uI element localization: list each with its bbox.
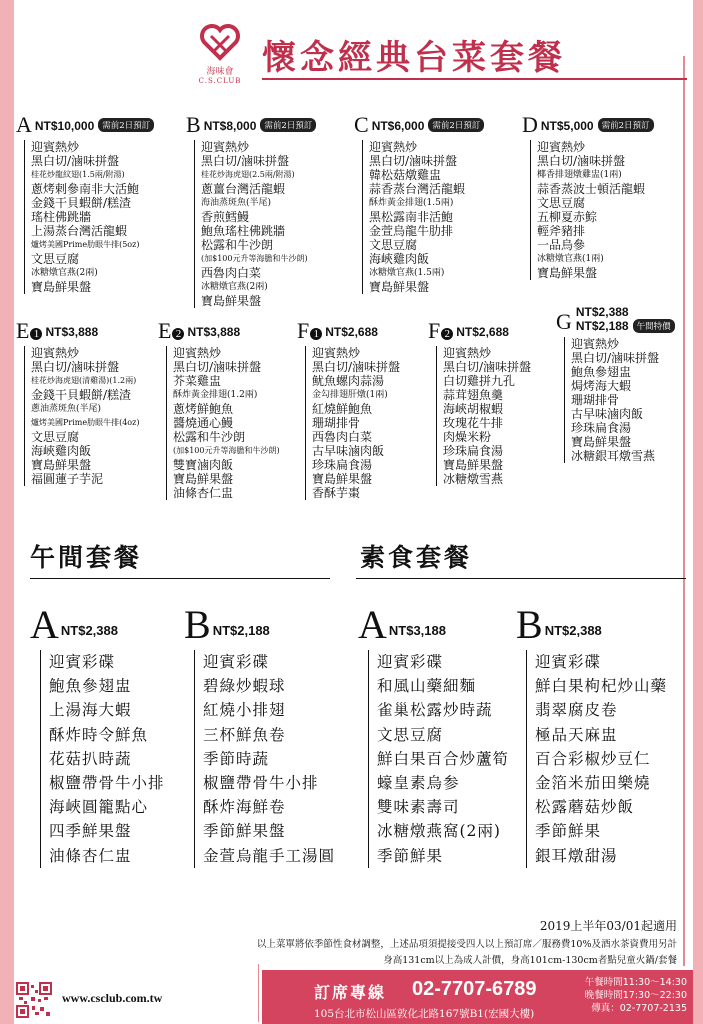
dish-item: 黑白切/滷味拼盤 bbox=[537, 154, 626, 168]
set-letter: F bbox=[297, 318, 310, 343]
set-letter: A bbox=[16, 112, 32, 137]
dish-item: 黑白切/滷味拼盤 bbox=[31, 154, 120, 168]
set-side-bar bbox=[24, 346, 25, 486]
dish-item: 金萱烏龍手工湯圓 bbox=[203, 846, 336, 865]
logo-english-name: C.S.CLUB bbox=[198, 77, 242, 85]
set-variant-number: 2 bbox=[441, 328, 453, 340]
set-letter: G bbox=[556, 309, 572, 334]
dish-item: 酥炸海鮮卷 bbox=[203, 798, 286, 817]
dish-item: 黑松露南非活鮑 bbox=[369, 210, 454, 224]
menu-header bbox=[358, 602, 509, 647]
dish-item: 金勾排翅肝燉(1兩) bbox=[312, 390, 388, 400]
header-divider bbox=[262, 78, 687, 80]
footer-band bbox=[262, 970, 693, 1024]
set-variant-number: 1 bbox=[30, 328, 42, 340]
dish-item: 冰糖燉官燕(2兩) bbox=[201, 282, 268, 292]
dish-item: 和風山藥細麵 bbox=[377, 677, 477, 696]
dish-item: 季節時蔬 bbox=[203, 749, 270, 768]
set-letter: C bbox=[354, 112, 369, 137]
dish-item: 鮮白果枸杞炒山藥 bbox=[535, 677, 668, 696]
right-frame-line bbox=[683, 56, 685, 966]
menu-letter: A bbox=[30, 602, 59, 647]
dish-item: 一品烏參 bbox=[537, 238, 586, 252]
dish-item: 松露和牛沙朗 bbox=[173, 430, 246, 444]
dish-item: 蒜香蒸波士頓活龍蝦 bbox=[537, 182, 646, 196]
menu-header bbox=[516, 602, 667, 647]
dish-item: 冰糖燉官燕(1兩) bbox=[537, 254, 604, 264]
lunch-hours: 午餐時間11:30～14:30 bbox=[584, 977, 687, 988]
dish-item: 百合彩椒炒豆仁 bbox=[535, 749, 651, 768]
dish-item: 翡翠腐皮卷 bbox=[535, 701, 618, 720]
heart-knot-logo-icon bbox=[199, 22, 241, 62]
set-price-group bbox=[576, 306, 675, 333]
veg-section-divider bbox=[356, 578, 686, 579]
set-letter: D bbox=[522, 112, 538, 137]
dish-item: 冰糖燉官燕(1.5兩) bbox=[369, 268, 445, 278]
dish-item: 桂花炒海虎翅(清雞湯)(1.2兩) bbox=[31, 376, 137, 385]
set-dish-list bbox=[31, 346, 139, 486]
dish-item: 松露和牛沙朗 bbox=[201, 238, 274, 252]
dish-item: 黑白切/滷味拼盤 bbox=[201, 154, 290, 168]
set-menu-header bbox=[158, 320, 280, 342]
menu-letter: B bbox=[184, 602, 211, 647]
dish-item: 古早味滷肉飯 bbox=[571, 407, 644, 421]
preorder-badge: 需前2日預訂 bbox=[428, 118, 484, 132]
dish-item: 花菇扒時蔬 bbox=[49, 749, 132, 768]
set-dish-list bbox=[312, 346, 400, 500]
menu-side-bar bbox=[368, 650, 369, 868]
logo-chinese-name: 海味會 bbox=[206, 67, 234, 77]
dish-item: 珊瑚排骨 bbox=[571, 393, 620, 407]
dish-item: 韓松菇燉雞盅 bbox=[369, 168, 442, 182]
dish-item: 椰香排翅燉雞盅(1兩) bbox=[537, 170, 622, 180]
dish-item: 金箔米茄田樂燒 bbox=[535, 774, 651, 793]
set-price: NT$2,388 bbox=[575, 305, 629, 319]
dish-item: 文思豆腐 bbox=[377, 725, 444, 744]
set-letter: F bbox=[428, 318, 441, 343]
set-menu-header bbox=[354, 114, 484, 136]
set-dish-list bbox=[443, 346, 531, 486]
dish-item: 珍珠扁食湯 bbox=[443, 444, 504, 458]
dish-item: 珍珠扁食湯 bbox=[312, 458, 373, 472]
dish-item: 上湯蒸台灣活龍蝦 bbox=[31, 224, 128, 238]
dish-item: 鮑魚參翅盅 bbox=[571, 365, 632, 379]
fax-number: 傳真：02-7707-2135 bbox=[591, 1003, 687, 1014]
dish-item: 雙寶滷肉飯 bbox=[173, 458, 234, 472]
dish-item: 黑白切/滷味拼盤 bbox=[312, 360, 401, 374]
menu-dish-list bbox=[377, 650, 509, 868]
set-menu-header bbox=[556, 306, 675, 333]
set-menu-header bbox=[297, 320, 400, 342]
club-logo bbox=[190, 22, 250, 92]
set-menu-f2 bbox=[428, 320, 531, 486]
dish-item: 蒜香蒸台灣活龍蝦 bbox=[369, 182, 466, 196]
lunch-section-title: 午間套餐 bbox=[30, 543, 143, 572]
dish-item: 迎賓彩碟 bbox=[535, 653, 602, 671]
set-menu-header bbox=[16, 114, 154, 136]
set-price: NT$2,688 bbox=[325, 325, 378, 339]
set-letter: B bbox=[186, 112, 201, 137]
dish-item: 冰糖燉官燕(2兩) bbox=[31, 268, 98, 278]
dish-item: 鮑魚瑤柱佛跳牆 bbox=[201, 224, 286, 238]
dinner-hours: 晚餐時間17:30～22:30 bbox=[584, 990, 687, 1001]
menu-price: NT$2,188 bbox=[212, 623, 270, 638]
dish-item: 寶島鮮果盤 bbox=[312, 472, 373, 486]
dish-item: 芥菜雞盅 bbox=[173, 374, 222, 388]
dish-item: 海峽雞肉飯 bbox=[369, 252, 430, 266]
menu-letter: B bbox=[516, 602, 543, 647]
dish-item: 桂花炒海虎翅(2.5兩/附湯) bbox=[201, 170, 295, 179]
set-dish-list bbox=[537, 140, 645, 280]
menu-header bbox=[184, 602, 335, 647]
dish-item: 椒鹽帶骨牛小排 bbox=[203, 774, 319, 793]
dish-item: (加$100元升等海膽和牛沙朗) bbox=[201, 254, 308, 263]
dish-item: 瑤柱佛跳牆 bbox=[31, 210, 92, 224]
dish-item: 椒鹽帶骨牛小排 bbox=[49, 774, 165, 793]
dish-item: 迎賓熱炒 bbox=[369, 140, 418, 154]
dish-item: 爐烤美國Prime肋眼牛排(5oz) bbox=[31, 240, 140, 249]
dish-item: 迎賓熱炒 bbox=[571, 337, 620, 351]
dish-item: 金萱烏龍牛肋排 bbox=[369, 224, 454, 238]
dish-item: 酥炸時令鮮魚 bbox=[49, 725, 149, 744]
set-dish-list bbox=[571, 337, 659, 463]
dish-item: 蔥烤鮮鮑魚 bbox=[173, 402, 234, 416]
dish-item: 金錢干貝蝦餅/糕渣 bbox=[31, 196, 132, 210]
dish-item: 蔥烤剌參南非大活鮑 bbox=[31, 182, 140, 196]
footer-divider bbox=[258, 964, 259, 1022]
dish-item: 文思豆腐 bbox=[369, 238, 418, 252]
dish-item: 銀耳燉甜湯 bbox=[535, 846, 618, 865]
set-price: NT$5,000 bbox=[540, 119, 594, 133]
set-letter: E bbox=[16, 318, 30, 343]
menu-dish-list bbox=[49, 650, 165, 868]
dish-item: 寶島鮮果盤 bbox=[31, 280, 92, 294]
qr-code-icon[interactable] bbox=[16, 982, 52, 1018]
dish-item: 寶島鮮果盤 bbox=[201, 294, 262, 308]
set-menu-e2 bbox=[158, 320, 280, 500]
lunch-menu-b bbox=[184, 602, 336, 868]
dish-item: 白切雞拼九孔 bbox=[443, 374, 516, 388]
dish-item: 上湯海大蝦 bbox=[49, 701, 132, 720]
dish-item: 珍珠扁食湯 bbox=[571, 421, 632, 435]
dish-item: 西魯肉白菜 bbox=[201, 266, 262, 280]
veg-menu-b bbox=[516, 602, 668, 868]
dish-item: 鮑魚參翅盅 bbox=[49, 677, 132, 696]
dish-item: 碧綠炒蝦球 bbox=[203, 677, 286, 696]
menu-note-2: 身高131cm以上為成人計價，身高101cm-130cm者點兒童火鍋/套餐 bbox=[383, 955, 677, 966]
dish-item: 迎賓彩碟 bbox=[377, 653, 444, 671]
set-dish-list bbox=[369, 140, 465, 294]
menu-dish-list bbox=[535, 650, 667, 868]
set-side-bar bbox=[166, 346, 167, 500]
dish-item: 文思豆腐 bbox=[537, 196, 586, 210]
dish-item: 福圓蓮子芋泥 bbox=[31, 472, 104, 486]
menu-price: NT$2,388 bbox=[544, 623, 602, 638]
set-menu-header bbox=[522, 114, 654, 136]
dish-item: 桂花炒龍紋翅(1.5兩/附湯) bbox=[31, 170, 125, 179]
menu-price: NT$2,388 bbox=[60, 623, 118, 638]
dish-item: 迎賓熱炒 bbox=[31, 140, 80, 154]
page-title: 懷念經典台菜套餐 bbox=[262, 38, 566, 78]
preorder-badge: 需前2日預訂 bbox=[260, 118, 316, 132]
set-variant-number: 2 bbox=[172, 328, 184, 340]
dish-item: 古早味滷肉飯 bbox=[312, 444, 385, 458]
menu-letter: A bbox=[358, 602, 387, 647]
dish-item: 紅燒小排翅 bbox=[203, 701, 286, 720]
dish-item: 鮮白果百合炒蘆筍 bbox=[377, 749, 510, 768]
dish-item: 迎賓熱炒 bbox=[537, 140, 586, 154]
set-price: NT$3,888 bbox=[45, 325, 99, 339]
dish-item: 蒜茸翅魚羹 bbox=[443, 388, 504, 402]
dish-item: 玫瑰花牛排 bbox=[443, 416, 504, 430]
dish-item: 季節鮮果盤 bbox=[203, 822, 286, 841]
veg-section-title: 素食套餐 bbox=[360, 543, 473, 572]
dish-item: 海峽圓籠點心 bbox=[49, 798, 149, 817]
dish-item: 四季鮮果盤 bbox=[49, 822, 132, 841]
set-menu-f1 bbox=[297, 320, 400, 500]
set-menu-header bbox=[16, 320, 139, 342]
set-dish-list bbox=[173, 346, 280, 500]
booking-phone[interactable]: 02-7707-6789 bbox=[412, 978, 537, 1000]
dish-item: 寶島鮮果盤 bbox=[571, 435, 632, 449]
dish-item: (加$100元升等海膽和牛沙朗) bbox=[173, 446, 280, 455]
dish-item: 寶島鮮果盤 bbox=[31, 458, 92, 472]
website-link[interactable]: www.csclub.com.tw bbox=[62, 991, 163, 1005]
dish-item: 酥炸黃金排翅(1.5兩) bbox=[369, 198, 454, 208]
dish-item: 迎賓熱炒 bbox=[201, 140, 250, 154]
dish-item: 香酥芋棗 bbox=[312, 486, 361, 500]
dish-item: 迎賓熱炒 bbox=[173, 346, 222, 360]
dish-item: 海峽雞肉飯 bbox=[31, 444, 92, 458]
dish-item: 寶島鮮果盤 bbox=[173, 472, 234, 486]
preorder-badge: 需前2日預訂 bbox=[598, 118, 654, 132]
dish-item: 黑白切/滷味拼盤 bbox=[571, 351, 660, 365]
lunch-special-badge: 午間特價 bbox=[633, 319, 675, 333]
menu-price: NT$3,188 bbox=[388, 623, 446, 638]
set-variant-number: 1 bbox=[310, 328, 322, 340]
dish-item: 酥炸黃金排翅(1.2兩) bbox=[173, 390, 258, 400]
dish-item: 黑白切/滷味拼盤 bbox=[173, 360, 262, 374]
dish-item: 黑白切/滷味拼盤 bbox=[369, 154, 458, 168]
address: 105台北市松山區敦化北路167號B1(宏國大樓) bbox=[314, 1008, 535, 1020]
set-menu-g bbox=[556, 306, 675, 463]
set-price: NT$10,000 bbox=[34, 119, 95, 133]
opening-hours bbox=[585, 976, 687, 1015]
set-side-bar bbox=[530, 140, 531, 280]
dish-item: 爐烤美國Prime肋眼牛排(4oz) bbox=[31, 418, 140, 427]
set-side-bar bbox=[564, 337, 565, 463]
set-side-bar bbox=[362, 140, 363, 294]
dish-item: 五柳夏赤鯮 bbox=[537, 210, 598, 224]
dish-item: 珊瑚排骨 bbox=[312, 416, 361, 430]
dish-item: 黑白切/滷味拼盤 bbox=[31, 360, 120, 374]
dish-item: 冰糖燉雪燕 bbox=[443, 472, 504, 486]
dish-item: 寶島鮮果盤 bbox=[537, 266, 598, 280]
set-side-bar bbox=[436, 346, 437, 486]
lunch-section-divider bbox=[30, 578, 330, 579]
set-menu-d bbox=[522, 114, 654, 280]
dish-item: 焗烤海大蝦 bbox=[571, 379, 632, 393]
dish-item: 海油蒸斑魚(半尾) bbox=[201, 198, 272, 208]
menu-side-bar bbox=[194, 650, 195, 868]
menu-side-bar bbox=[526, 650, 527, 868]
dish-item: 香煎鱈鰻 bbox=[201, 210, 250, 224]
dish-item: 文思豆腐 bbox=[31, 430, 80, 444]
veg-menu-a bbox=[358, 602, 510, 868]
dish-item: 雀巢松露炒時蔬 bbox=[377, 701, 493, 720]
dish-item: 迎賓熱炒 bbox=[312, 346, 361, 360]
dish-item: 鱿魚螺肉蒜湯 bbox=[312, 374, 385, 388]
dish-item: 迎賓熱炒 bbox=[443, 346, 492, 360]
set-side-bar bbox=[305, 346, 306, 500]
left-pink-border bbox=[0, 0, 14, 1024]
menu-dish-list bbox=[203, 650, 335, 868]
dish-item: 三杯鮮魚卷 bbox=[203, 725, 286, 744]
dish-item: 迎賓熱炒 bbox=[31, 346, 80, 360]
set-price: NT$3,888 bbox=[187, 325, 241, 339]
set-menu-header bbox=[428, 320, 531, 342]
set-menu-header bbox=[186, 114, 316, 136]
dish-item: 西魯肉白菜 bbox=[312, 430, 373, 444]
dish-item: 醬燒通心鰻 bbox=[173, 416, 234, 430]
set-letter: E bbox=[158, 318, 172, 343]
effective-date: 2019上半年03/01起適用 bbox=[539, 919, 677, 933]
menu-note-1: 以上菜單將依季節性食材調整，上述品項須提接受四人以上預訂席／服務費10%及酒水茶資費用另計 bbox=[256, 939, 677, 950]
dish-item: 紅燒鮮鮑魚 bbox=[312, 402, 373, 416]
dish-item: 蔥油蒸斑魚(半尾) bbox=[31, 404, 102, 414]
set-side-bar bbox=[24, 140, 25, 294]
dish-item: 迎賓彩碟 bbox=[49, 653, 116, 671]
menu-header bbox=[30, 602, 165, 647]
dish-item: 冰糖燉燕窩(2兩) bbox=[377, 822, 501, 841]
dish-item: 文思豆腐 bbox=[31, 252, 80, 266]
set-menu-c bbox=[354, 114, 484, 294]
dish-item: 海峽胡椒蝦 bbox=[443, 402, 504, 416]
dish-item: 冰糖銀耳燉雪燕 bbox=[571, 449, 656, 463]
set-price: NT$6,000 bbox=[371, 119, 425, 133]
dish-item: 油條杏仁盅 bbox=[49, 846, 132, 865]
set-dish-list bbox=[31, 140, 139, 294]
dish-item: 松露蘑菇炒飯 bbox=[535, 798, 635, 817]
set-side-bar bbox=[194, 140, 195, 308]
set-menu-b bbox=[186, 114, 316, 308]
right-pink-border bbox=[693, 0, 703, 1024]
dish-item: 寶島鮮果盤 bbox=[369, 280, 430, 294]
dish-item: 寶島鮮果盤 bbox=[443, 458, 504, 472]
set-price: NT$2,688 bbox=[456, 325, 509, 339]
lunch-menu-a bbox=[30, 602, 165, 868]
dish-item: 季節鮮果 bbox=[377, 846, 444, 865]
dish-item: 雙味素壽司 bbox=[377, 798, 460, 817]
dish-item: 蔥薑台灣活龍蝦 bbox=[201, 182, 286, 196]
dish-item: 油條杏仁盅 bbox=[173, 486, 234, 500]
dish-item: 黑白切/滷味拼盤 bbox=[443, 360, 532, 374]
dish-item: 輕斧豬排 bbox=[537, 224, 586, 238]
dish-item: 季節鮮果 bbox=[535, 822, 602, 841]
set-menu-a bbox=[16, 114, 154, 294]
dish-item: 極品天麻盅 bbox=[535, 725, 618, 744]
set-lunch-price: NT$2,188 bbox=[575, 318, 629, 333]
preorder-badge: 需前2日預訂 bbox=[98, 118, 154, 132]
set-menu-e1 bbox=[16, 320, 139, 486]
dish-item: 肉燥米粉 bbox=[443, 430, 492, 444]
dish-item: 迎賓彩碟 bbox=[203, 653, 270, 671]
set-dish-list bbox=[201, 140, 308, 308]
set-price: NT$8,000 bbox=[203, 119, 257, 133]
dish-item: 金錢干貝蝦餅/糕渣 bbox=[31, 388, 132, 402]
dish-item: 蠔皇素烏参 bbox=[377, 774, 460, 793]
booking-label: 訂席專線 bbox=[314, 983, 387, 1002]
menu-side-bar bbox=[40, 650, 41, 868]
